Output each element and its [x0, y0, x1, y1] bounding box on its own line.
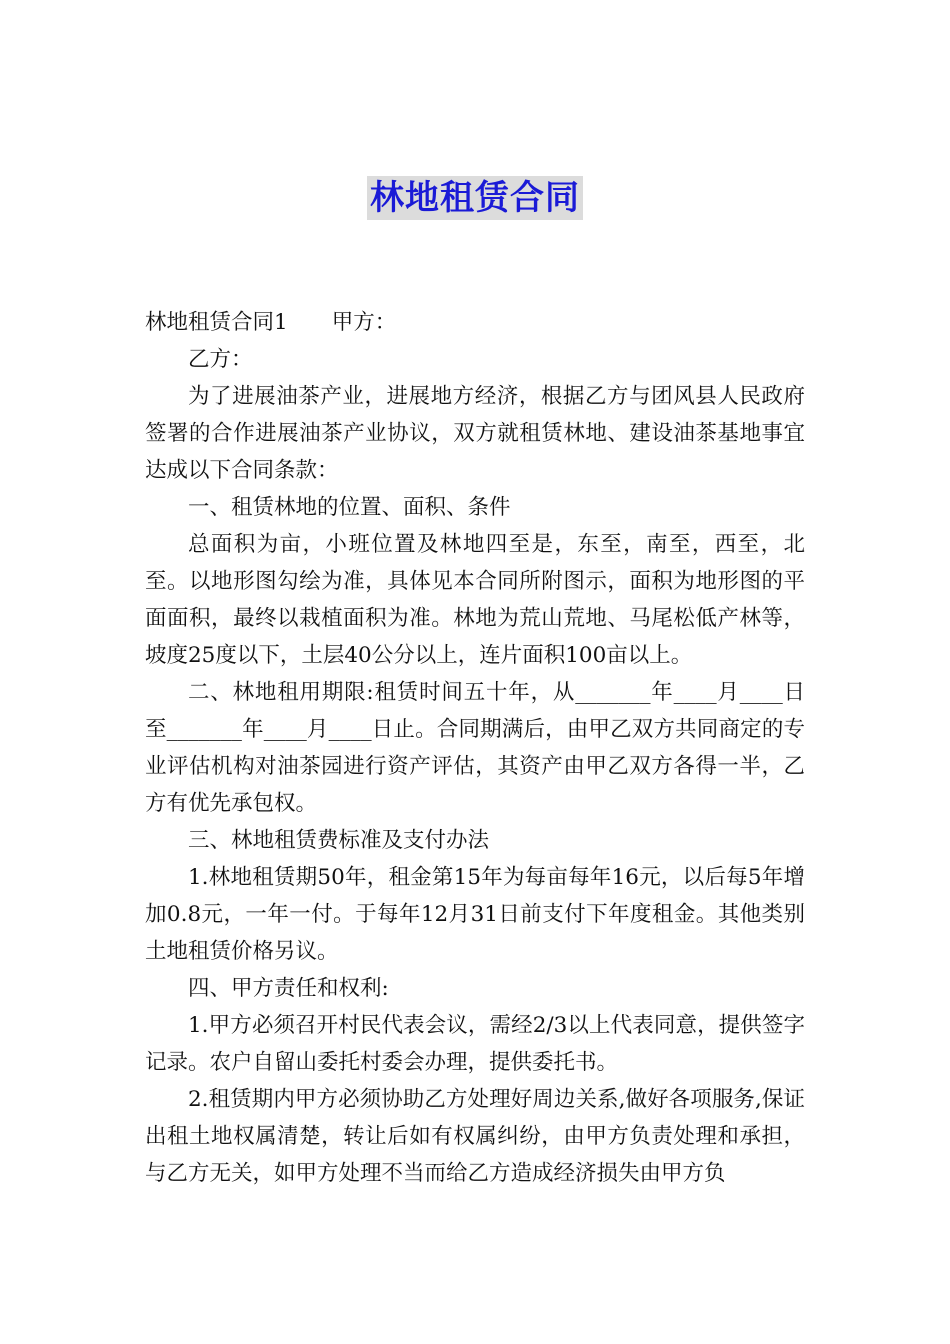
section-3-item-1: 1.林地租赁期50年，租金第15年为每亩每年16元，以后每5年增加0.8元，一年一付。于每年12月31日前支付下年度租金。其他类别土地租赁价格另议。 — [145, 865, 805, 964]
title-area — [0, 176, 950, 220]
heading-line — [145, 304, 805, 341]
party-b-label: 乙方： — [188, 347, 253, 372]
section-4-item-2: 2.租赁期内甲方必须协助乙方处理好周边关系,做好各项服务,保证出租土地权属清楚，转让后如有权属纠纷，由甲方负责处理和承担，与乙方无关，如甲方处理不当而给乙方造成经济损失由甲方负 — [145, 1087, 805, 1186]
section-1-paragraph: 总面积为亩，小班位置及林地四至是，东至，南至，西至，北至。以地形图勾绘为准，具体见本合同所附图示，面积为地形图的平面面积，最终以栽植面积为准。林地为荒山荒地、马尾松低产林等，坡度25度以下，土层40公分以上，连片面积100亩以上。 — [145, 532, 805, 668]
section-2-paragraph: 二、林地租用期限:租赁时间五十年，从_______年____月____日至_______年____月____日止。合同期满后，由甲乙双方共同商定的专业评估机构对油茶园进行资产评估，其资产由甲乙双方各得一半，乙方有优先承包权。 — [145, 680, 805, 816]
preamble-paragraph: 为了进展油茶产业，进展地方经济，根据乙方与团风县人民政府签署的合作进展油茶产业协议，双方就租赁林地、建设油茶基地事宜达成以下合同条款： — [145, 384, 805, 483]
document-title: 林地租赁合同 — [367, 176, 583, 220]
section-heading-1: 一、租赁林地的位置、面积、条件 — [188, 495, 511, 520]
section-heading-3: 三、林地租赁费标准及支付办法 — [188, 828, 490, 853]
section-heading-4: 四、甲方责任和权利: — [188, 976, 389, 1001]
contract-label: 林地租赁合同1 — [145, 310, 288, 335]
document-body — [145, 304, 805, 1192]
party-a-label: 甲方： — [331, 310, 397, 335]
section-4-item-1: 1.甲方必须召开村民代表会议，需经2/3以上代表同意，提供签字记录。农户自留山委托村委会办理，提供委托书。 — [145, 1013, 805, 1075]
